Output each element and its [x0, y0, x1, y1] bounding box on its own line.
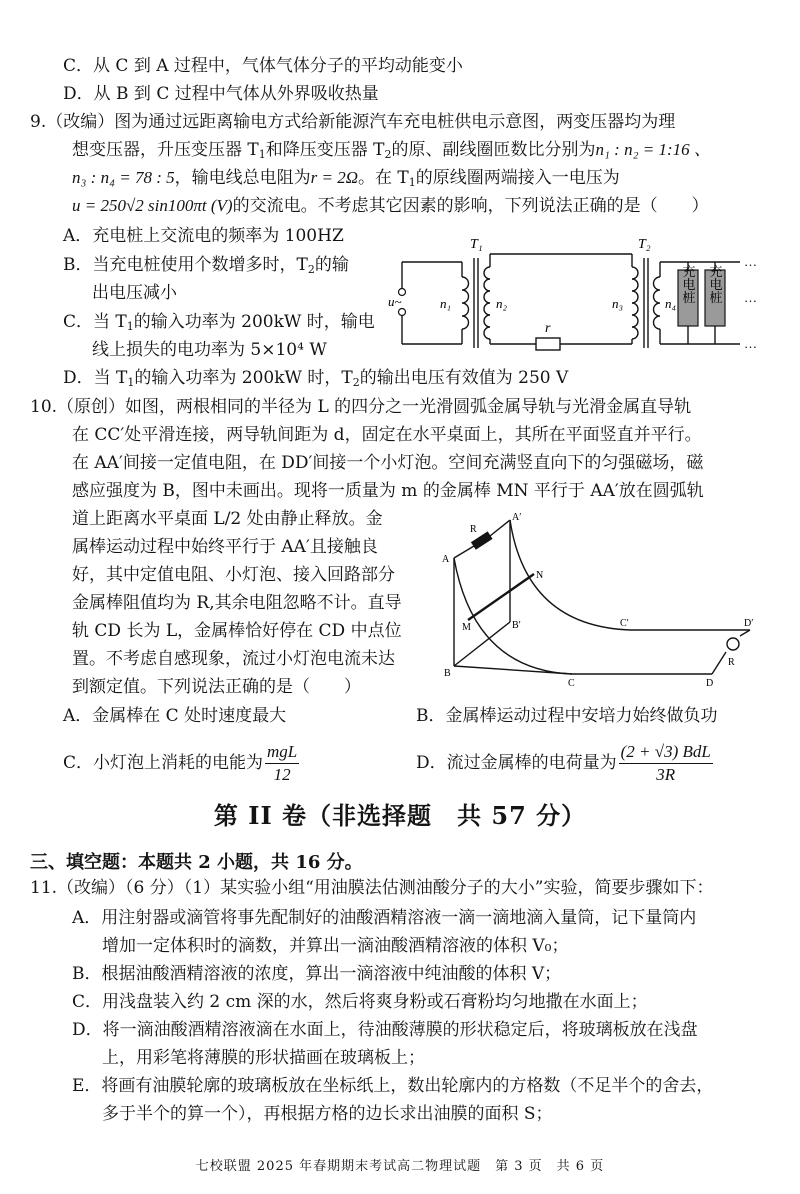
rail-figure	[440, 508, 770, 688]
section-2-title: 第 II 卷（非选择题 共 57 分）	[213, 801, 587, 830]
label-r: r	[545, 321, 551, 336]
q9-option-c-line2: 线上损失的电功率为 5×10⁴ W	[92, 340, 327, 360]
q10-option-b: B．金属棒运动过程中安培力始终做负功	[416, 706, 718, 726]
label-n4: n₄	[665, 296, 677, 311]
q9-option-b-line1: B．当充电桩使用个数增多时，$T_2$的输	[63, 255, 349, 276]
label-N: N	[536, 570, 544, 581]
q8-option-c: C．从 C 到 A 过程中，气体气体分子的平均动能变小	[63, 56, 463, 76]
label-n1: n₁	[440, 296, 452, 311]
q10-stem-line8: 金属棒阻值均为 R,其余电阻忽略不计。直导	[72, 593, 402, 613]
q11-step-c: C．用浅盘装入约 2 cm 深的水，然后将爽身粉或石膏粉均匀地撒在水面上；	[72, 992, 648, 1012]
charging-pile-1-label: 充电桩	[680, 264, 696, 304]
q10-stem-line7: 好，其中定值电阻、小灯泡、接入回路部分	[72, 565, 395, 585]
q9-stem-line3: n₃ : n₄ = 78 : 5，输电线总电阻为r = 2Ω。在 $T_1$的原线圈两端接入一电压为	[72, 168, 620, 189]
charging-pile-2-label: 充电桩	[707, 264, 723, 304]
section-3-title: 三、填空题：本题共 2 小题，共 16 分。	[30, 852, 363, 873]
label-resistor-R: R	[470, 524, 477, 535]
label-t2: T₂	[638, 237, 651, 252]
q10-stem-line9: 轨 CD 长为 L，金属棒恰好停在 CD 中点位	[72, 621, 402, 641]
q10-option-c: C．小灯泡上消耗的电能为 $\frac{\text{mgL}}{12}$	[63, 742, 298, 784]
label-B: B	[444, 668, 451, 679]
q11-step-d-line2: 上，用彩笔将薄膜的形状描画在玻璃板上；	[102, 1048, 425, 1068]
ellipsis-bottom: …	[744, 336, 757, 351]
label-B-prime: B′	[512, 620, 521, 631]
q11-step-a-line2: 增加一定体积时的滴数，并算出一滴油酸酒精溶液的体积 V₀；	[102, 936, 569, 956]
label-t1: T₁	[470, 237, 483, 252]
q10-stem-line5: 道上距离水平桌面 L/2 处由静止释放。金	[72, 509, 383, 529]
q8-option-d: D．从 B 到 C 过程中气体从外界吸收热量	[63, 84, 379, 104]
q10-stem-line2: 在 CC′处平滑连接，两导轨间距为 d，固定在水平桌面上，其所在平面竖直并平行。	[72, 425, 702, 445]
q10-stem-line3: 在 AA′间接一定值电阻，在 DD′间接一个小灯泡。空间充满竖直向下的匀强磁场，磁	[72, 453, 704, 473]
q10-stem-line4: 感应强度为 B，图中未画出。现将一质量为 m 的金属棒 MN 平行于 AA′放在圆弧轨	[72, 481, 704, 501]
label-A-prime: A′	[512, 512, 522, 523]
q9-stem-line2: 想变压器，升压变压器 $T_1$和降压变压器 $T_2$的原、副线圈匝数比分别为n₁ : n₂ = 1:16 、	[72, 140, 711, 161]
q9-option-d: D．当 $T_1$的输入功率为 200kW 时，$T_2$的输出电压有效值为 250 V	[63, 368, 569, 389]
ellipsis-top: …	[744, 254, 757, 269]
q9-option-a: A．充电桩上交流电的频率为 100HZ	[63, 226, 344, 246]
q10-option-a: A．金属棒在 C 处时速度最大	[63, 706, 287, 726]
q9-option-b-line2: 出电压减小	[92, 283, 177, 303]
q9-stem-line4: u = 250√2 sin100πt (V)的交流电。不考虑其它因素的影响，下列说法正确的是（ ）	[72, 196, 709, 216]
label-M: M	[462, 622, 471, 633]
q9-option-c-line1: C．当 $T_1$的输入功率为 200kW 时，输电	[63, 312, 375, 333]
label-n3: n₃	[612, 296, 624, 311]
label-n2: n₂	[496, 296, 508, 311]
label-lamp-R: R	[728, 657, 735, 668]
label-A: A	[442, 554, 450, 565]
q11-step-b: B．根据油酸酒精溶液的浓度，算出一滴溶液中纯油酸的体积 V；	[72, 964, 562, 984]
q11-step-a-line1: A．用注射器或滴管将事先配制好的油酸酒精溶液一滴一滴地滴入量筒，记下量筒内	[72, 908, 697, 928]
label-C: C	[568, 678, 575, 688]
q10-option-d: D．流过金属棒的电荷量为 $\frac{\text{(2 + √3) BdL}}{3R}$	[416, 742, 711, 784]
ellipsis-middle: …	[744, 290, 757, 305]
q11-stem: 11.（改编）（6 分）（1）某实验小组“用油膜法估测油酸分子的大小”实验，简要步骤如下：	[30, 878, 714, 898]
q11-step-e-line1: E．将画有油膜轮廓的玻璃板放在坐标纸上，数出轮廓内的方格数（不足半个的舍去，	[72, 1076, 714, 1096]
transmission-circuit-diagram	[388, 232, 768, 367]
label-D-prime: D′	[744, 618, 754, 629]
label-u: u~	[388, 294, 402, 309]
label-C-prime: C′	[620, 618, 629, 629]
q10-stem-line1: 10.（原创）如图，两根相同的半径为 L 的四分之一光滑圆弧金属导轨与光滑金属直导轨	[30, 397, 692, 417]
q10-stem-line6: 属棒运动过程中始终平行于 AA′且接触良	[72, 537, 378, 557]
page-footer: 七校联盟 2025 年春期期末考试高二物理试题 第 3 页 共 6 页	[195, 1159, 605, 1174]
label-D: D	[706, 678, 714, 688]
q11-step-d-line1: D．将一滴油酸酒精溶液滴在水面上，待油酸薄膜的形状稳定后，将玻璃板放在浅盘	[72, 1020, 698, 1040]
q10-stem-line11: 到额定值。下列说法正确的是（ ）	[72, 677, 361, 697]
q9-stem-line1: 9.（改编）图为通过远距离输电方式给新能源汽车充电桩供电示意图，两变压器均为理	[30, 112, 676, 132]
q11-step-e-line2: 多于半个的算一个），再根据方格的边长求出油膜的面积 S；	[102, 1104, 553, 1124]
q10-stem-line10: 置。不考虑自感现象，流过小灯泡电流未达	[72, 649, 395, 669]
